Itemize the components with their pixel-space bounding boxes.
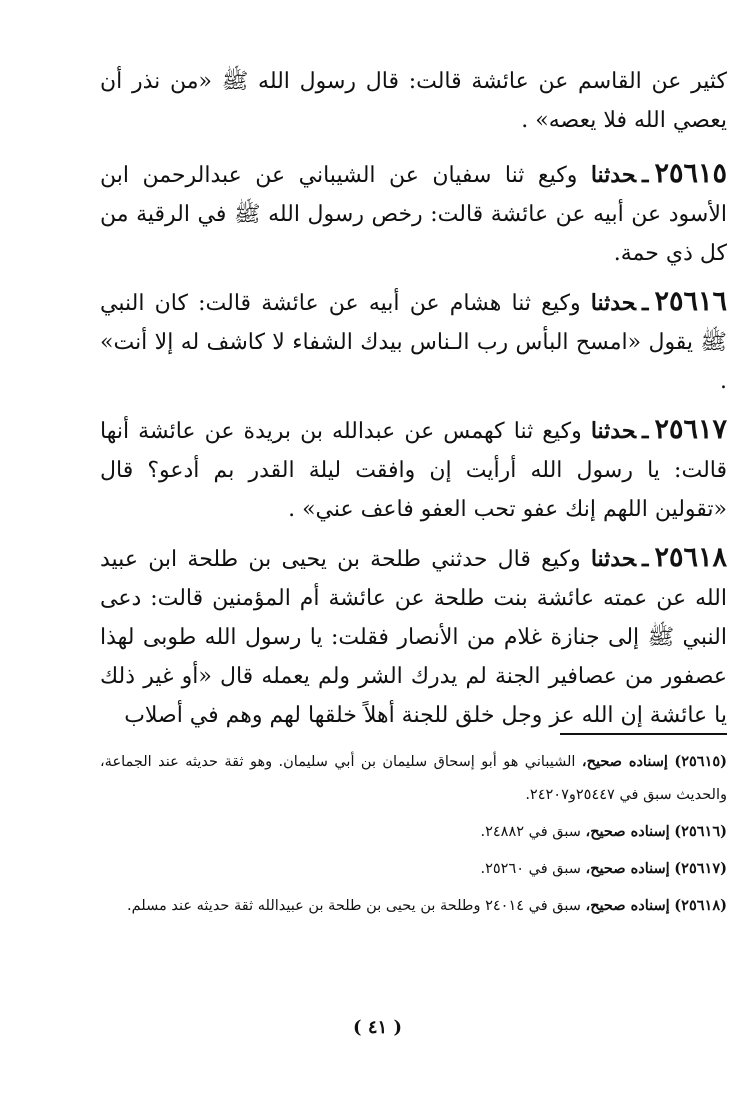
haddathana-label: حدثنا bbox=[590, 418, 637, 444]
footnote-text: سبق في ٢٤٠١٤ وطلحة بن يحيى بن طلحة بن عبيدالله ثقة حديثه عند مسلم. bbox=[127, 898, 581, 914]
footnote-number: (٢٥٦١٦) bbox=[674, 823, 727, 840]
footnote-25616 bbox=[100, 815, 727, 849]
footnote-text: سبق في ٢٤٨٨٢. bbox=[480, 824, 581, 840]
dash-separator: ـ bbox=[642, 546, 649, 572]
hadith-number: ٢٥٦١٦ bbox=[654, 286, 727, 317]
footnote-text: الشيباني هو أبو إسحاق سليمان بن أبي سليمان. وهو ثقة حديثه عند الجماعة، والحديث سبق في ٢٥٤٤٧و٢٤٢٠٧. bbox=[100, 754, 727, 803]
page-number: ( ٤١ ) bbox=[353, 1017, 402, 1038]
footnote-grade: إسناده صحيح، bbox=[585, 860, 670, 877]
footnote-25615 bbox=[100, 745, 727, 812]
hadith-continuation bbox=[100, 62, 727, 140]
footnote-text: سبق في ٢٥٢٦٠. bbox=[480, 861, 581, 877]
hadith-number: ٢٥٦١٧ bbox=[654, 414, 727, 445]
hadith-text: وكيع ثنا كهمس عن عبدالله بن بريدة عن عائشة أنها قالت: يا رسول الله أرأيت إن وافقت ليلة القدر بم أدعو؟ قال «تقولين اللهم إنك عفو تحب العفو فاعف عني» . bbox=[100, 419, 727, 522]
hadith-text: كثير عن القاسم عن عائشة قالت: قال رسول الله ﷺ «من نذر أن يعصي الله فلا يعصه» . bbox=[100, 69, 727, 133]
footnote-grade: إسناده صحيح، bbox=[585, 823, 670, 840]
main-text bbox=[100, 62, 727, 744]
haddathana-label: حدثنا bbox=[590, 546, 637, 572]
footnote-number: (٢٥٦١٥) bbox=[674, 753, 728, 770]
footnote-number: (٢٥٦١٧) bbox=[674, 860, 727, 877]
footnotes bbox=[100, 745, 727, 926]
hadith-text: وكيع ثنا سفيان عن الشيباني عن عبدالرحمن ابن الأسود عن أبيه عن عائشة قالت: رخص رسول الله ﷺ في الرقية من كل ذي حمة. bbox=[100, 163, 727, 266]
footnote-25617 bbox=[100, 852, 727, 886]
footnote-grade: إسناده صحيح، bbox=[585, 897, 670, 914]
hadith-25617 bbox=[100, 410, 727, 529]
hadith-25618 bbox=[100, 538, 727, 735]
haddathana-label: حدثنا bbox=[590, 290, 637, 316]
dash-separator: ـ bbox=[642, 290, 649, 316]
footnote-grade: إسناده صحيح، bbox=[581, 753, 668, 770]
hadith-number: ٢٥٦١٨ bbox=[654, 542, 728, 573]
hadith-25615 bbox=[100, 154, 727, 273]
haddathana-label: حدثنا bbox=[590, 162, 637, 188]
footnote-25618 bbox=[100, 889, 727, 923]
dash-separator: ـ bbox=[642, 162, 649, 188]
hadith-25616 bbox=[100, 282, 727, 401]
hadith-text: وكيع قال حدثني طلحة بن يحيى بن طلحة ابن عبيد الله عن عمته عائشة بنت طلحة عن عائشة أم المؤمنين قالت: دعى النبي ﷺ إلى جنازة غلام من الأنصار فقلت: يا رسول الله طوبى لهذا عصفور من عصافير الجنة لم يدرك الشر ولم يعمله قال «أو غير ذلك يا عائشة إن الله عز وجل خلق للجنة أهلاً خلقها لهم وهم في أصلاب bbox=[100, 547, 727, 728]
hadith-text: وكيع ثنا هشام عن أبيه عن عائشة قالت: كان النبي ﷺ يقول «امسح البأس رب الـناس بيدك الشفاء لا كاشف له إلا أنت» . bbox=[100, 291, 727, 394]
hadith-number: ٢٥٦١٥ bbox=[654, 158, 728, 189]
footnote-number: (٢٥٦١٨) bbox=[674, 897, 727, 914]
footnote-divider bbox=[560, 733, 727, 735]
dash-separator: ـ bbox=[642, 418, 649, 444]
